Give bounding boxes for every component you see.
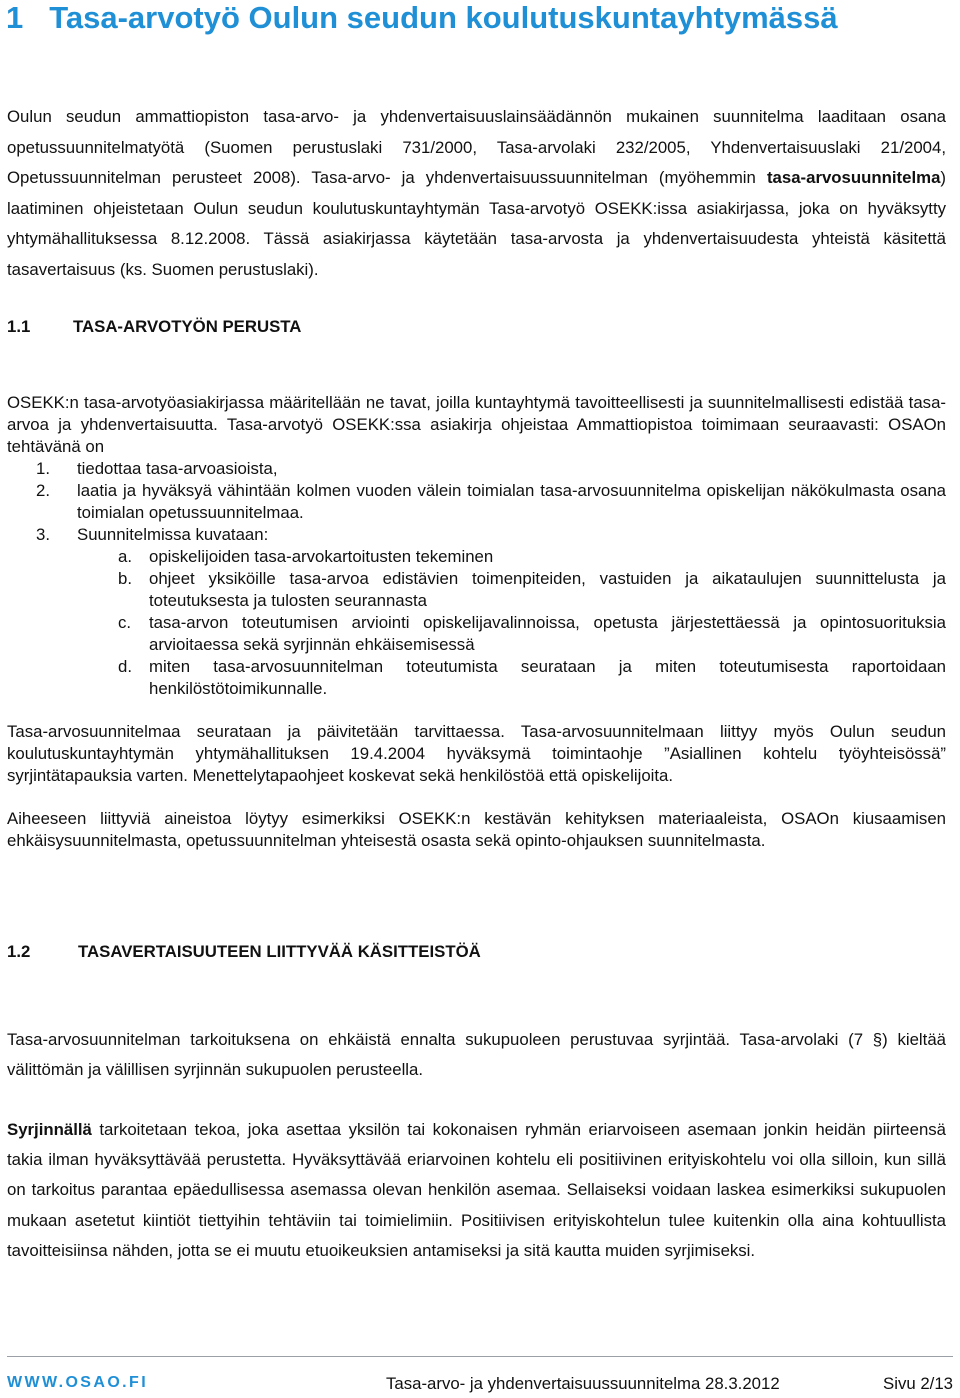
footer-website: WWW.OSAO.FI	[7, 1374, 149, 1391]
section-title: TASAVERTAISUUTEEN LIITTYVÄÄ KÄSITTEISTÖÄ	[78, 942, 481, 961]
sub-list-item: d. miten tasa-arvosuunnitelman toteutumista seurataan ja miten toteutumisesta raportoidaan henkilöstötoimikunnalle.	[118, 657, 946, 698]
section-1-1-intro: OSEKK:n tasa-arvotyöasiakirjassa määritellään ne tavat, joilla kuntayhtymä tavoitteellisesti ja suunnitelmallisesti edistää tasa-arvoa ja yhdenvertaisuutta. Tasa-arvotyö OSEKK:ssa asiakirja ohjeistaa Ammattiopistoa toimimaan seuraavasti: OSAOn tehtävänä on	[7, 393, 946, 456]
list-item: 1. tiedottaa tasa-arvoasioista,	[36, 459, 278, 478]
section-title: TASA-ARVOTYÖN PERUSTA	[73, 317, 302, 336]
section-1-1-body	[7, 392, 946, 852]
sub-list-item: c. tasa-arvon toteutumisen arviointi opiskelijavalinnoissa, opetusta järjestettäessä ja opintosuorituksia arvioitaessa sekä syrjinnän ehkäisemisessä	[118, 613, 946, 654]
section-number: 1.2	[7, 942, 31, 961]
syrjinta-term: Syrjinnällä	[7, 1120, 92, 1139]
heading-title: Tasa-arvotyö Oulun seudun koulutuskuntayhtymässä	[49, 0, 838, 35]
section-1-1-para3: Aiheeseen liittyviä aineistoa löytyy esimerkiksi OSEKK:n kestävän kehityksen materiaaleista, OSAOn kiusaamisen ehkäisysuunnitelmasta, opetussuunnitelman yhteisestä osasta sekä opinto-ohjauksen suunnitelmasta.	[7, 809, 946, 850]
sub-list-item: a. opiskelijoiden tasa-arvokartoitusten tekeminen	[118, 547, 494, 566]
footer-page-number: Sivu 2/13	[883, 1374, 953, 1393]
heading-number: 1	[6, 0, 24, 35]
section-number: 1.1	[7, 317, 31, 336]
footer-divider	[7, 1356, 953, 1357]
list-item: 3. Suunnitelmissa kuvataan:	[36, 525, 269, 544]
sub-list-item: b. ohjeet yksiköille tasa-arvoa edistävien toimenpiteiden, vastuiden ja aikataulujen suunnittelusta ja toteutuksesta ja tulosten seurannasta	[118, 569, 946, 610]
intro-bold-term: tasa-arvosuunnitelma	[766, 168, 941, 188]
sub-list	[7, 546, 946, 700]
section-1-1-para2: Tasa-arvosuunnitelmaa seurataan ja päivitetään tarvittaessa. Tasa-arvosuunnitelmaan liittyy myös Oulun seudun koulutuskuntayhtymän yhtymähallituksen 19.4.2004 hyväksymä toimintaohje ”Asiallinen kohtelu työyhteisössä” syrjintätapauksia varten. Menettelytapaohjeet koskevat sekä henkilöstöä että opiskelijoita.	[7, 722, 946, 785]
intro-paragraph	[7, 102, 946, 286]
intro-text-2: ) laatiminen ohjeistetaan Oulun seudun koulutuskuntayhtymän Tasa-arvotyö OSEKK:issa asiakirjassa, joka on hyväksytty yhtymähallituksessa 8.12.2008. Tässä asiakirjassa käytetään tasa-arvosta ja yhdenvertaisuudesta yhteistä käsitettä tasavertaisuus (ks. Suomen perustuslaki).	[7, 168, 946, 279]
section-1-2-heading	[7, 942, 481, 962]
section-1-2-para1: Tasa-arvosuunnitelman tarkoituksena on ehkäistä ennalta sukupuoleen perustuvaa syrjintää. Tasa-arvolaki (7 §) kieltää välittömän ja välillisen syrjinnän sukupuolen perusteella.	[7, 1030, 946, 1080]
page-title	[6, 0, 838, 36]
footer-document: Tasa-arvo- ja yhdenvertaisuussuunnitelma 28.3.2012	[386, 1374, 780, 1393]
intro-text-1: Oulun seudun ammattiopiston tasa-arvo- ja yhdenvertaisuuslainsäädännön mukainen suunnitelma laaditaan osana opetussuunnitelmatyötä (Suomen perustuslaki 731/2000, Tasa-arvolaki 232/2005, Yhdenvertaisuuslaki 21/2004, Opetussuunnitelman perusteet 2008). Tasa-arvo- ja yhdenvertaisuussuunnitelman (myöhemmin	[7, 107, 946, 188]
section-1-2-para2-text: tarkoitetaan tekoa, joka asettaa yksilön tai kokonaisen ryhmän eriarvoiseen asemaan jonkin heidän piirteensä takia ilman hyväksyttävää perustetta. Hyväksyttävää eriarvoinen kohtelu eli positiivinen erityiskohtelu voi olla silloin, kun sillä on tarkoitus parantaa epäedullisessa asemassa olevan henkilön asemaa. Sellaiseksi voidaan laskea esimerkiksi sukupuolen mukaan asetetut kiintiöt tiettyihin tehtäviin tai toimielimiin. Positiivisen erityiskohtelun tulee kuitenkin olla aina kohtuullista tavoitteisiinsa nähden, jotta se ei muutu etuoikeuksien antamiseksi ja sitä kautta muiden syrjimiseksi.	[7, 1120, 946, 1260]
section-1-1-heading	[7, 317, 301, 337]
list-item: 2. laatia ja hyväksyä vähintään kolmen vuoden välein toimialan tasa-arvosuunnitelma opiskelijan näkökulmasta osana toimialan opetussuunnitelmaa.	[36, 481, 946, 522]
section-1-2-para2	[7, 1115, 946, 1266]
task-list	[7, 458, 946, 546]
